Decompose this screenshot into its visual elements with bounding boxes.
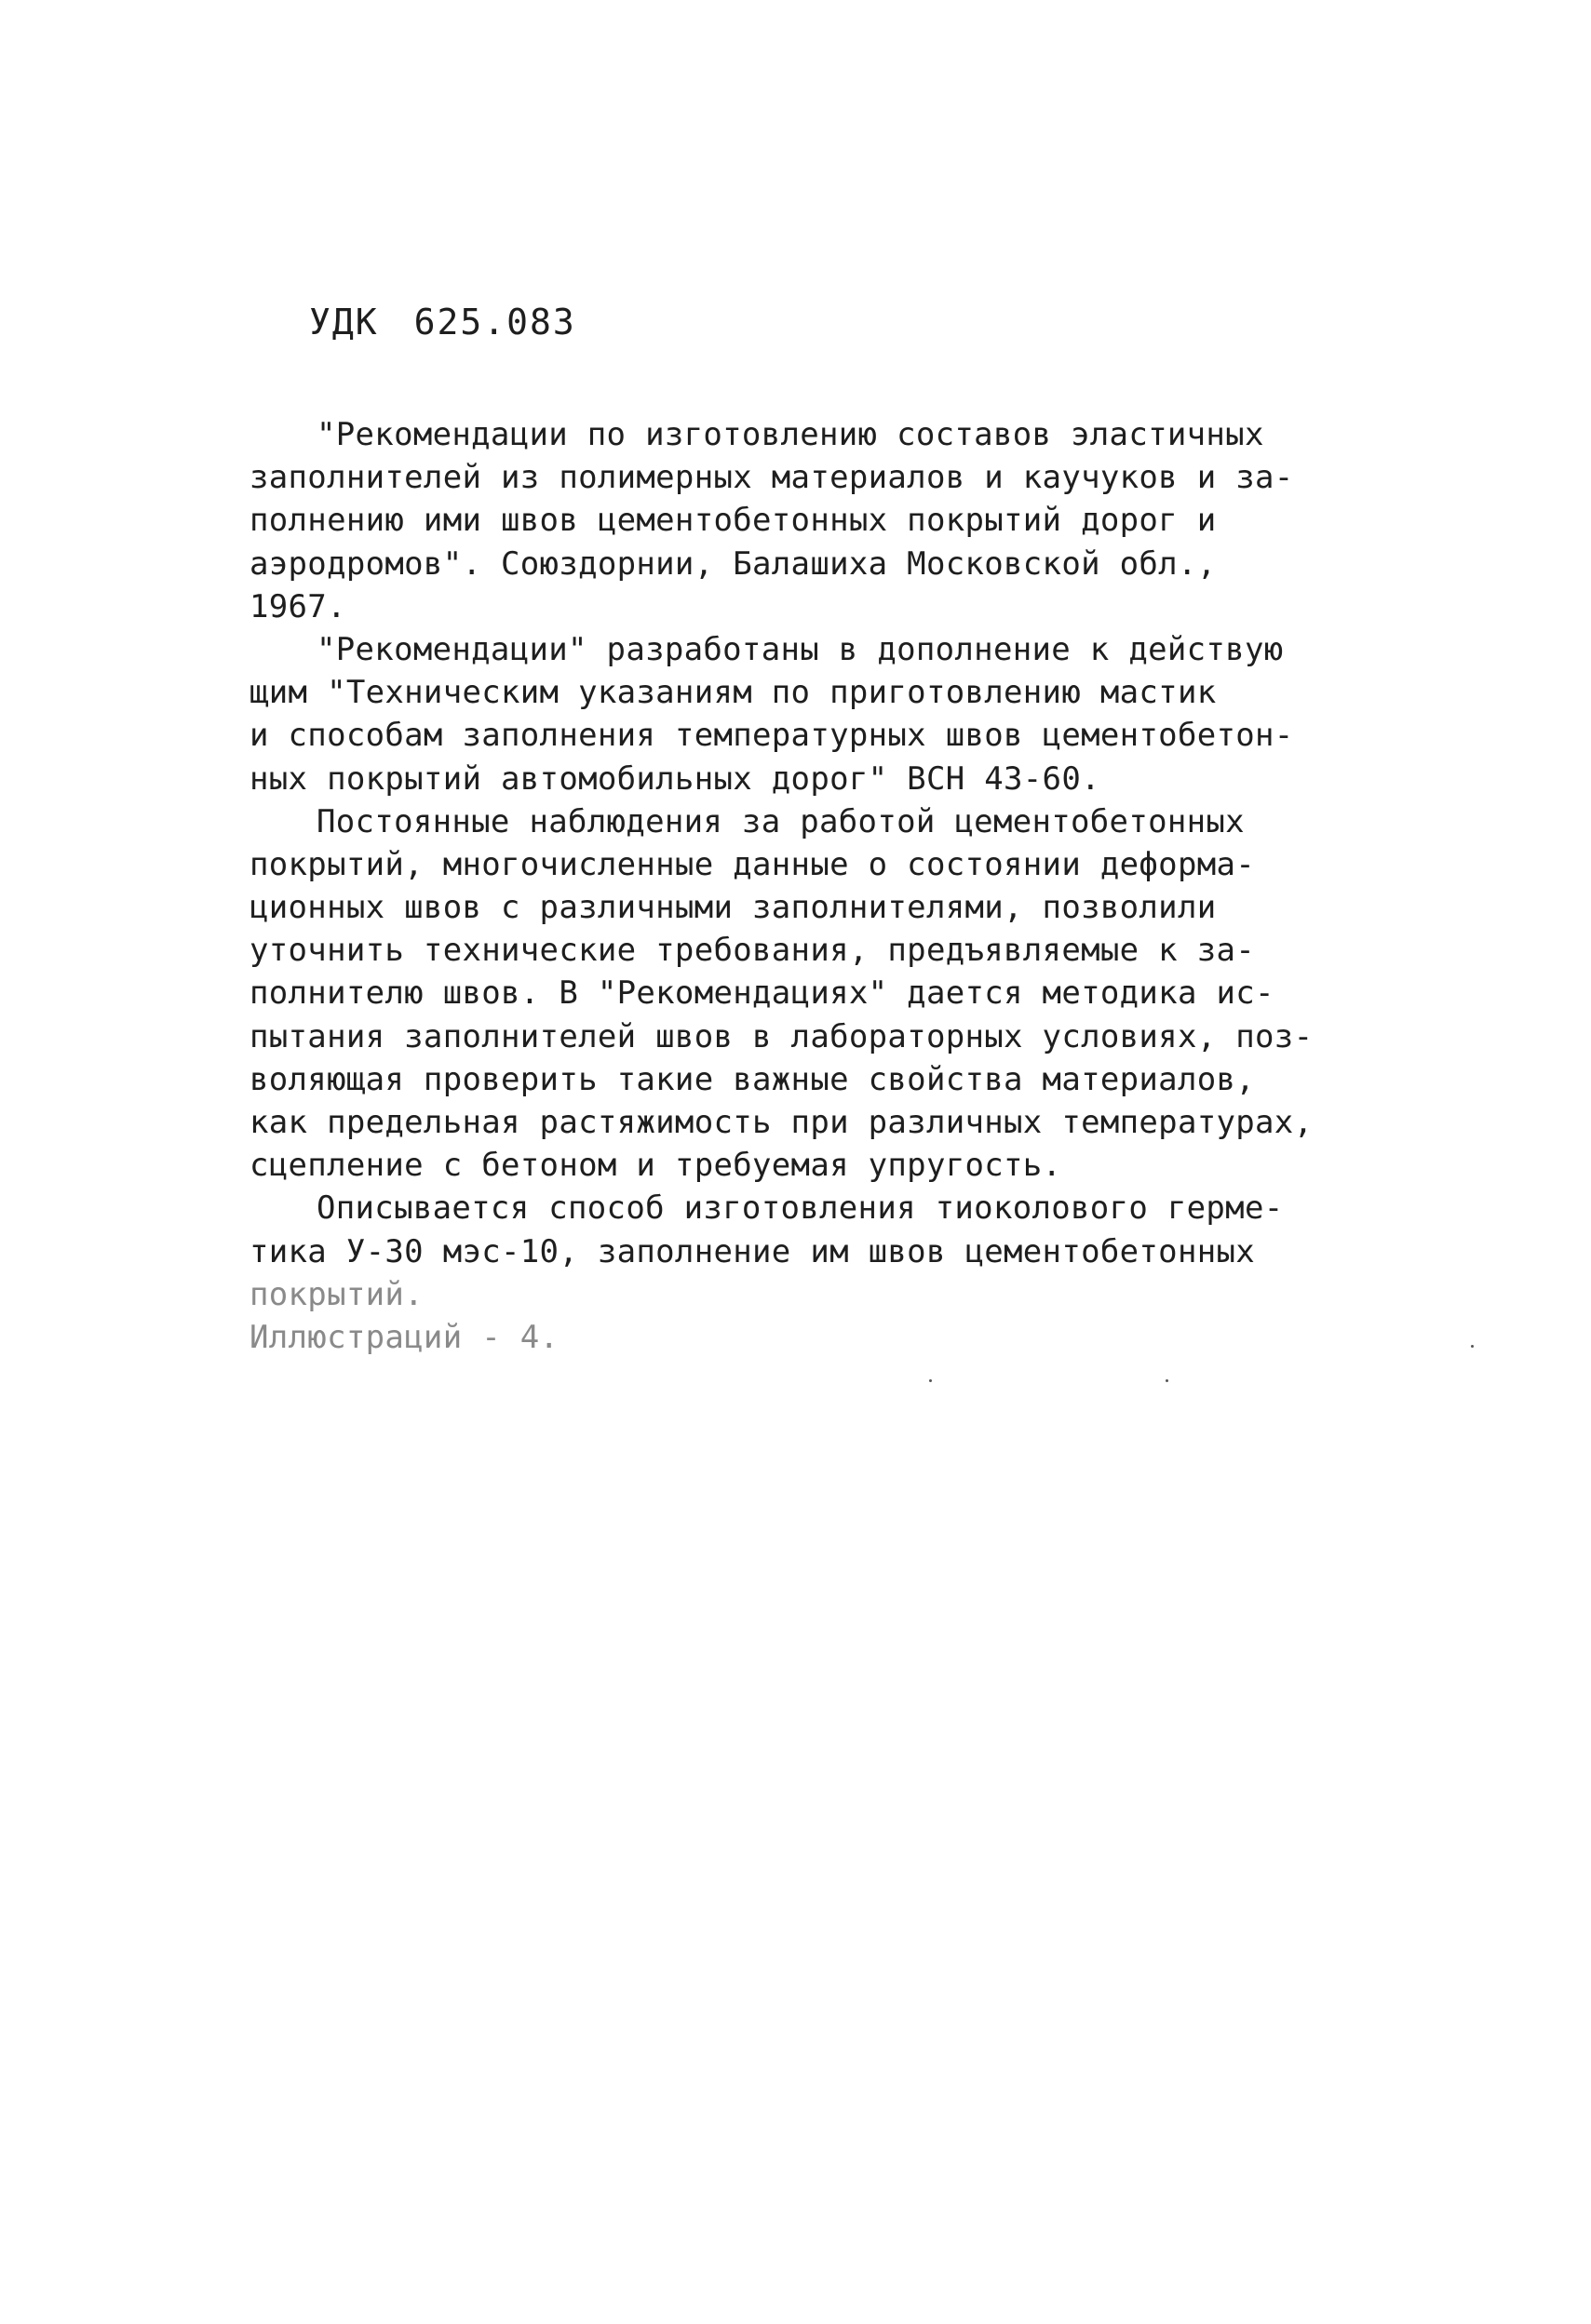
udc-classification [309,302,576,343]
purpose-line: ных покрытий автомобильных дорог" ВСН 43-60. [249,759,1100,798]
citation-line: 1967. [249,587,346,625]
scan-speck [1166,1379,1168,1382]
method-line: Описывается способ изготовления тиоколового герме- [317,1189,1284,1228]
observations-line: полнителю швов. В "Рекомендациях" дается методика ис- [249,974,1274,1013]
method-line: тика У-30 мэс-10, заполнение им швов цементобетонных [249,1232,1256,1270]
method-line: покрытий. [249,1275,424,1313]
scan-speck [929,1379,932,1382]
observations-line: сцепление с бетоном и требуемая упругость. [249,1147,1062,1185]
observations-line: Постоянные наблюдения за работой цементобетонных [317,802,1245,840]
observations-line: пытания заполнителей швов в лабораторных условиях, поз- [249,1017,1314,1055]
abstract-text [249,413,1488,1359]
observations-line: уточнить технические требования, предъявляемые к за- [249,932,1256,970]
citation-line: "Рекомендации по изготовлению составов эластичных [317,416,1264,453]
purpose-line: и способам заполнения температурных швов цементобетон- [249,717,1294,755]
citation-line: аэродромов". Союздорнии, Балашиха Московской обл., [249,544,1217,583]
udc-code: 625.083 [413,302,576,343]
illustrations-count: Иллюстраций - 4. [249,1318,560,1356]
purpose-line: щим "Техническим указаниям по приготовлению мастик [249,674,1217,712]
observations-line: как предельная растяжимость при различных температурах, [249,1104,1314,1141]
observations-line: воляющая проверить такие важные свойства материалов, [249,1060,1256,1098]
udc-label: УДК [309,302,379,343]
observations-line: ционных швов с различными заполнителями, позволили [249,889,1217,927]
observations-line: покрытий, многочисленные данные о состоянии деформа- [249,845,1256,883]
citation-line: заполнителей из полимерных материалов и каучуков и за- [249,459,1294,497]
purpose-line: "Рекомендации" разработаны в дополнение к действую [317,630,1284,668]
citation-line: полнению ими швов цементобетонных покрытий дорог и [249,502,1217,540]
scan-speck [1471,1345,1474,1348]
